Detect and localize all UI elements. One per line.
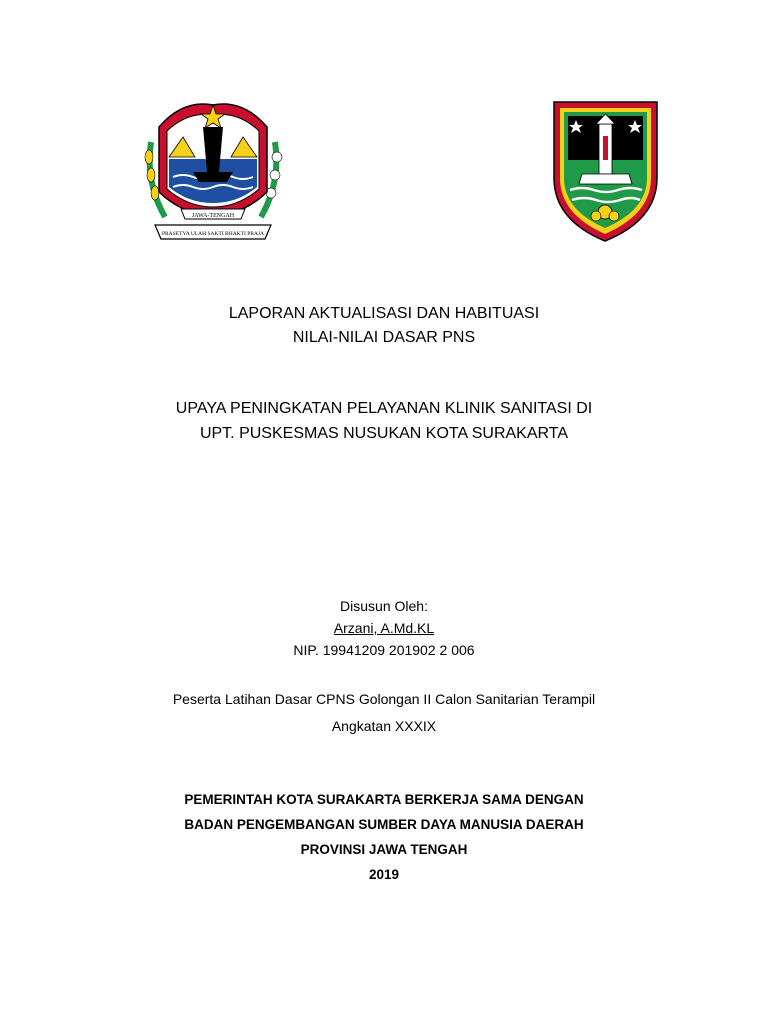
participant-line-2: Angkatan XXXIX (331, 718, 437, 734)
report-subtitle-line-2: UPT. PUSKESMAS NUSUKAN KOTA SURAKARTA (199, 425, 569, 442)
participant-block (0, 686, 768, 740)
surakarta-logo (552, 100, 659, 243)
motto-text: PRASETYA ULAH SAKTI BHAKTI PRAJA (161, 231, 265, 237)
institution-line-3: PROVINSI JAWA TENGAH (300, 842, 468, 857)
ribbon-text: JAWA-TENGAH (191, 213, 235, 219)
institution-block (0, 787, 768, 887)
participant-line-1: Peserta Latihan Dasar CPNS Golongan II Calon Sanitarian Terampil (172, 691, 596, 707)
author-block (0, 595, 768, 661)
institution-line-1: PEMERINTAH KOTA SURAKARTA BERKERJA SAMA DENGAN (184, 792, 584, 807)
author-label: Disusun Oleh: (340, 598, 428, 614)
report-subtitle-line-1: UPAYA PENINGKATAN PELAYANAN KLINIK SANITASI DI (175, 400, 593, 417)
jawa-tengah-logo (143, 97, 283, 247)
report-subtitle (0, 396, 768, 446)
report-title-line-2: NILAI-NILAI DASAR PNS (292, 329, 476, 346)
report-title (0, 302, 768, 350)
report-title-line-1: LAPORAN AKTUALISASI DAN HABITUASI (228, 305, 540, 322)
institution-year: 2019 (368, 867, 400, 882)
author-nip: NIP. 19941209 201902 2 006 (293, 642, 475, 658)
institution-line-2: BADAN PENGEMBANGAN SUMBER DAYA MANUSIA DAERAH (184, 817, 584, 832)
author-name: Arzani, A.Md.KL (333, 620, 435, 636)
